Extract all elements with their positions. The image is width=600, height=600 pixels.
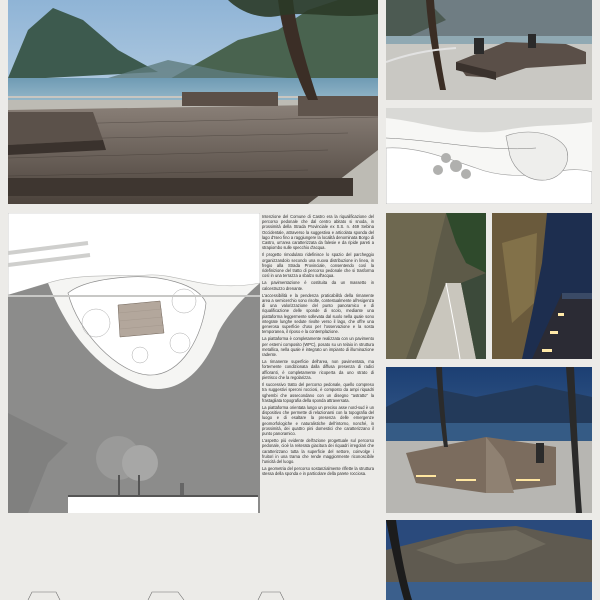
photo-lakeside-deck [8, 0, 378, 204]
photo-deck-dusk [386, 367, 592, 513]
project-description [262, 214, 374, 580]
description-paragraph: La piattaforma orientata lungo un preciso asse nord-sud è un dispositivo che permette di relazionarsi con la topografia del luogo e di esaltare la presenza delle emergenze geomorfologiche e naturalistiche dell'intorno, nonché, in prossimità, dei quattro pini domestici che caratterizzano il punto panoramico. [262, 404, 374, 436]
description-paragraph: La piattaforma è completamente realizzata con un pavimento per esterni composito (WPC), posato su un telaio in struttura metallica, nella quale è integrato un impianto di illuminazione radente. [262, 336, 374, 358]
photo-cliff-path-day-image [386, 213, 486, 359]
photo-cliff-path-night-image [492, 213, 592, 359]
plan-drawing [8, 213, 260, 513]
description-paragraph: La rimanente superficie dell'area, non pavimentata, ma fortemente condizionata dalla diffusa presenza di radici affioranti, è completamente ricoperta da uno strato di pietrisco che la regolarizza. [262, 359, 374, 380]
plan-drawing-image [8, 213, 260, 513]
photo-lakeside-deck-image [8, 0, 378, 204]
site-plan-overview [386, 108, 592, 204]
description-paragraph: L'aspetto più evidente dell'azione progettuale sul percorso pedonale, cioè la reiterata giacitura dei riquadri irregolari che caratterizzano tutta la superficie del settore, coinvolge i fruitori in una trama che rende maggiormente riconoscibile l'unicità del luogo. [262, 438, 374, 464]
section-drawing-strip-image [8, 580, 288, 600]
site-plan-overview-image [386, 108, 592, 204]
description-paragraph: Il progetto rimodulato ridefinisce lo spazio del parcheggio organizzandolo secondo una nuova distribuzione in linea, in fregio alla Strada Provinciale, consentendo così la ridefinizione del tratto di percorso pedonale che si trasforma così in una terrazza a sbalzo sull'acqua. [262, 252, 374, 279]
photo-cliff-path-night [492, 213, 592, 359]
description-paragraph: La geometria del percorso sostanzialmente riflette la struttura stessa della sponda e in particolare della parete rocciosa. [262, 466, 374, 477]
photo-mountain-night [386, 520, 592, 600]
photo-deck-dusk-image [386, 367, 592, 513]
photo-mountain-night-image [386, 520, 592, 600]
photo-gravel-benches-image [386, 0, 592, 100]
photo-cliff-path-day [386, 213, 486, 359]
description-paragraph: La pavimentazione è costituita da un massetto in calcestruzzo drenante. [262, 280, 374, 291]
photo-gravel-benches [386, 0, 592, 100]
section-drawing-strip [8, 580, 288, 600]
description-paragraph: L'accessibilità e la pendenza praticabilità della rimanente area a semicerchio sono risolte, contestualmente all'esigenza di una valorizzazione del punto panoramico e di riqualificazione delle sponde di scolo, mediante una piattaforma leggermente sollevata dal suolo nella quale sono integrate lunghe sedute rivolte verso il lago, che offre una generosa superficie d'uso per l'osservazione e la sosta temporanea, il riposo e la contemplazione. [262, 292, 374, 335]
description-paragraph: Il successivo tratto del percorso pedonale, quello compreso tra suggestivi speroni rocciosi, è composto da ampi riquadri sghembi che assecondano con un disegno "astratto" la frastagliata topografia della sponda attraversata. [262, 382, 374, 403]
description-paragraph: Intenzione del Comune di Castro era la riqualificazione del percorso pedonale che dal centro abitato si snoda, in prossimità della Strada Provinciale ex S.S. n. 469 Sebina Occidentale, attraverso la suggestiva e articolata sponda del lago d'Iseo fino a raggiungere la località denominata Borgo di Castro, un'area caratterizzata da falesie e da ripide pareti a strapiombo sulle specchio d'acqua. [262, 214, 374, 251]
